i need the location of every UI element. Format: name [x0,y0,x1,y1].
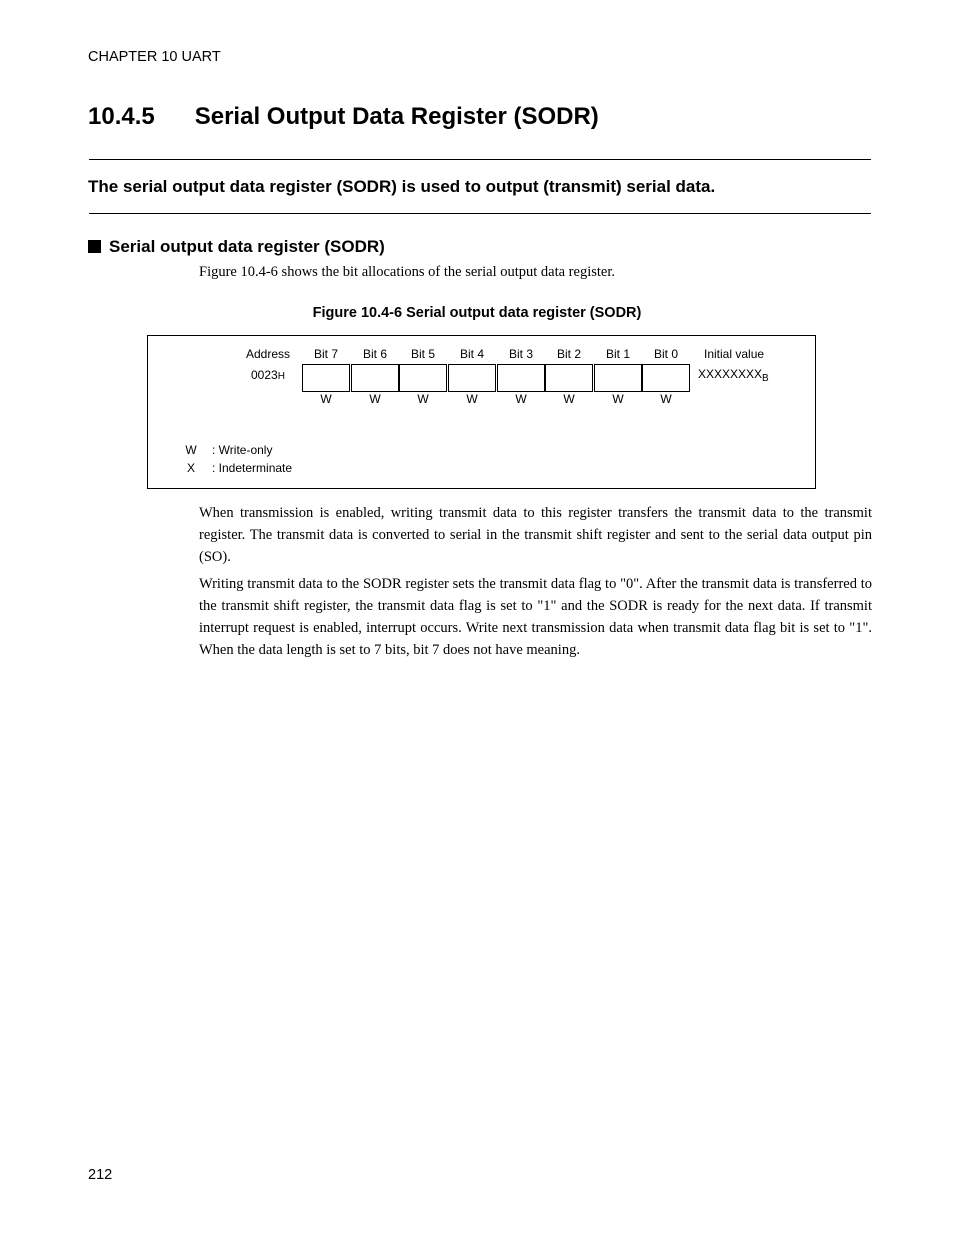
bit-cell [642,364,690,392]
legend-key: W [185,443,197,457]
initial-value: $XXXXXXXX_B$ [698,367,769,384]
bit-label: Bit 2 [556,347,581,361]
register-figure [147,335,816,489]
bit-label: Bit 4 [459,347,484,361]
access-label: W [563,392,575,406]
body-paragraph: Writing transmit data to the SODR register sets the transmit data flag to "0". After the transmit data is transferred to the transmit shift register, the transmit data flag is set to "1" and the SODR is ready for the next data. If transmit interrupt request is enabled, interrupt occurs. Write next transmission data when transmit data flag bit is set to "1". When the data length is set to 7 bits, bit 7 does not have meaning. [199,576,872,658]
bit-label: Bit 3 [508,347,533,361]
section-title-text: Serial Output Data Register (SODR) [194,103,599,130]
body-paragraph: When transmission is enabled, writing transmit data to this register transfers the transmit data to the transmit register. The transmit data is converted to serial in the transmit shift register and sent to the serial data output pin (SO). [199,505,872,565]
subsection-heading [88,237,385,257]
section-number: 10.4.5 [88,103,155,130]
bit-cell [594,364,642,392]
bit-cell [497,364,545,392]
bit-label: Bit 0 [653,347,678,361]
bit-label: Bit 1 [605,347,630,361]
access-label: W [417,392,429,406]
bit-cell [448,364,496,392]
access-label: W [369,392,381,406]
legend-desc: : Write-only [212,443,273,457]
bit-label: Bit 7 [313,347,338,361]
bit-cell [351,364,399,392]
section-summary: The serial output data register (SODR) is used to output (transmit) serial data. [88,177,716,196]
legend-desc: : Indeterminate [212,461,293,475]
bit-cell [545,364,593,392]
subsection-heading-text: Serial output data register (SODR) [109,237,385,256]
access-label: W [660,392,672,406]
access-label: W [612,392,624,406]
subsection-intro: Figure 10.4-6 shows the bit allocations of the serial output data register. [199,264,615,280]
legend-key: X [186,461,195,475]
access-label: W [515,392,527,406]
initial-value-label: Initial value [704,347,765,361]
section-title [88,103,599,131]
address-value: 0023H [251,368,285,382]
figure-caption: Figure 10.4-6 Serial output data register (SODR) [312,305,642,321]
address-label: Address [246,347,291,361]
square-bullet-icon [88,240,101,253]
bit-cell [302,364,350,392]
bit-cell [399,364,447,392]
access-label: W [320,392,332,406]
bit-label: Bit 6 [362,347,387,361]
divider-bottom [89,213,871,214]
access-label: W [466,392,478,406]
chapter-header: CHAPTER 10 UART [88,49,221,65]
page-number: 212 [88,1167,113,1183]
divider-top [89,159,871,160]
bit-label: Bit 5 [410,347,435,361]
